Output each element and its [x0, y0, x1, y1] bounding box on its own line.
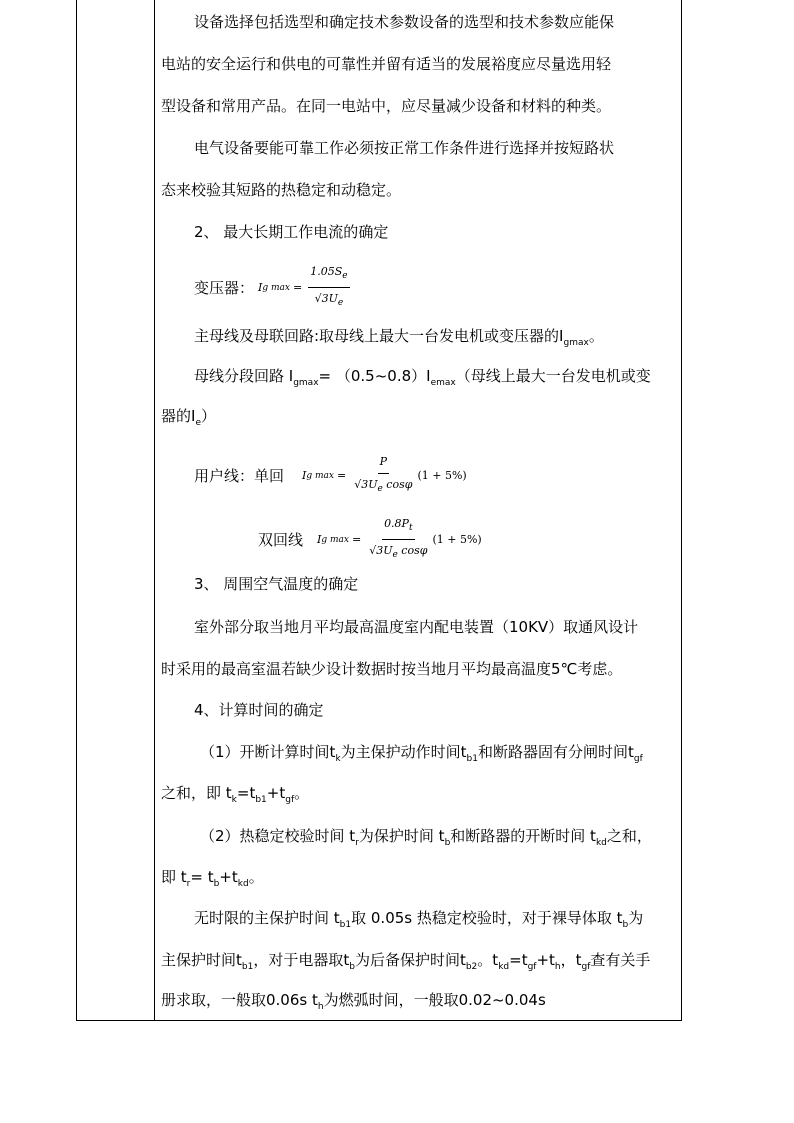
fraction-denominator: √3U	[369, 544, 393, 558]
text-run: 册求取，一般取0.06s t	[161, 991, 318, 1009]
paragraph-line	[161, 990, 546, 1017]
text-run: （母线上最大一台发电机或变	[455, 367, 651, 385]
formula-equals: =	[336, 468, 347, 482]
subscript: b	[622, 920, 629, 930]
paragraph-line	[161, 950, 650, 977]
text-run: 。	[294, 784, 310, 802]
subscript: h	[317, 1002, 324, 1012]
fraction-numerator: 1.05S	[310, 265, 343, 278]
formula-label: 变压器：	[194, 278, 255, 297]
formula-subscript: e	[342, 271, 348, 282]
paragraph-line	[194, 326, 604, 353]
text-run: 。	[248, 868, 264, 886]
formula-equals: =	[351, 532, 362, 546]
subscript: r	[186, 879, 191, 889]
formula-factor: (1 + 5%)	[417, 468, 467, 482]
text-run: 为后备保护时间t	[354, 951, 466, 969]
text-run: 主母线及母联回路:取母线上最大一台发电机或变压器的I	[194, 327, 564, 345]
fraction-denominator: cosφ	[397, 544, 428, 558]
paragraph-line: 电站的安全运行和供电的可靠性并留有适当的发展裕度应尽量选用轻	[161, 55, 612, 73]
formula-symbol: I	[258, 280, 263, 294]
paragraph-line	[194, 908, 643, 935]
subscript: gf	[527, 962, 537, 972]
subscript: e	[195, 418, 201, 428]
subscript: kd	[237, 879, 249, 889]
paragraph-line: 电气设备要能可靠工作必须按正常工作条件进行选择并按短路状	[194, 139, 615, 157]
text-run: 器的I	[161, 407, 196, 425]
section-heading: 4、计算时间的确定	[194, 701, 324, 719]
subscript: emax	[430, 378, 456, 388]
subscript: b1	[339, 920, 352, 930]
subscript: kd	[498, 962, 510, 972]
paragraph-line	[161, 783, 309, 810]
text-run: 。t	[477, 951, 499, 969]
subscript: gf	[285, 795, 295, 805]
text-run: 查有关手	[590, 951, 651, 969]
paragraph-line	[161, 406, 216, 433]
single-circuit-formula	[302, 452, 467, 499]
formula-subscript: e	[377, 484, 383, 495]
text-run: 之和，	[606, 827, 652, 845]
paragraph-line: 态来校验其短路的热稳定和动稳定。	[161, 181, 402, 199]
text-run: ）	[200, 407, 216, 425]
paragraph-line: 型设备和常用产品。在同一电站中，应尽量减少设备和材料的种类。	[161, 97, 612, 115]
formula-factor: (1 + 5%)	[432, 532, 482, 546]
text-run: （2）热稳定校验时间 t	[200, 827, 356, 845]
formula-subscript: g max	[262, 282, 290, 293]
formula-subscript: e	[392, 550, 398, 561]
user-line-formula-line	[194, 452, 467, 499]
subscript: h	[554, 962, 561, 972]
section-heading: 2、 最大长期工作电流的确定	[194, 223, 389, 241]
subscript: gf	[581, 962, 591, 972]
subscript: gmax	[293, 378, 319, 388]
text-run: 取 0.05s 热稳定校验时，对于裸导体取 t	[351, 909, 623, 927]
text-run: =t	[236, 784, 256, 802]
text-run: 无时限的主保护时间 t	[194, 909, 340, 927]
formula-label: 双回线	[258, 530, 304, 549]
subscript: r	[355, 838, 359, 848]
text-run: = （0.5~0.8）I	[318, 367, 431, 385]
subscript: b1	[466, 754, 478, 764]
text-run: 为保护时间 t	[358, 827, 445, 845]
text-run: +t	[266, 784, 286, 802]
double-circuit-formula	[317, 514, 482, 565]
formula-symbol: I	[302, 468, 307, 482]
text-run: 为主保护动作时间t	[340, 743, 467, 761]
paragraph-line	[161, 867, 264, 894]
transformer-formula	[258, 262, 353, 313]
subscript: b1	[241, 962, 254, 972]
text-run: +t	[219, 868, 238, 886]
subscript: kd	[595, 838, 607, 848]
text-run: = t	[190, 868, 214, 886]
formula-equals: =	[292, 280, 303, 294]
paragraph-line	[200, 742, 643, 769]
fraction-numerator: P	[378, 452, 389, 474]
subscript: gmax	[563, 338, 589, 348]
subscript: gf	[633, 754, 643, 764]
text-run: ，对于电器取t	[253, 951, 350, 969]
text-run: +t	[536, 951, 555, 969]
section-heading: 3、 周围空气温度的确定	[194, 575, 359, 593]
formula-label: 用户线：单回	[194, 466, 285, 485]
text-run: 之和，即 t	[161, 784, 232, 802]
formula-fraction	[308, 262, 349, 313]
text-run: =t	[509, 951, 528, 969]
subscript: b	[349, 962, 355, 972]
text-run: 为	[628, 909, 644, 927]
fraction-denominator: cosφ	[382, 478, 413, 491]
double-line-formula-line	[258, 514, 482, 565]
text-run: 为燃弧时间，一般取0.02~0.04s	[323, 991, 546, 1009]
formula-subscript: g max	[306, 470, 334, 481]
subscript: k	[335, 754, 341, 764]
text-run: 主保护时间t	[161, 951, 242, 969]
formula-symbol: I	[317, 532, 322, 546]
fraction-numerator: 0.8P	[384, 517, 409, 530]
text-run: 和断路器固有分闸时间t	[478, 743, 634, 761]
formula-subscript: e	[337, 298, 344, 309]
subscript: b	[444, 838, 451, 848]
table-column-divider	[154, 0, 155, 1021]
subscript: b	[213, 879, 220, 889]
table-content-cell	[160, 0, 680, 1020]
text-run: 即 t	[161, 868, 187, 886]
formula-subscript: g max	[321, 534, 349, 545]
paragraph-line	[200, 826, 652, 853]
formula-fraction	[367, 514, 429, 565]
text-run: 。	[588, 327, 604, 345]
formula-fraction	[352, 452, 414, 499]
text-run: ，t	[560, 951, 582, 969]
paragraph-line: 室外部分取当地月平均最高温度室内配电装置（10KV）取通风设计	[194, 618, 639, 636]
text-run: 母线分段回路 I	[194, 367, 294, 385]
text-run: 和断路器的开断时间 t	[450, 827, 596, 845]
subscript: b1	[255, 795, 267, 805]
transformer-formula-line	[194, 262, 353, 313]
subscript: b2	[465, 962, 478, 972]
fraction-denominator: √3U	[354, 478, 378, 491]
subscript: k	[231, 795, 237, 805]
formula-subscript: t	[408, 523, 413, 534]
paragraph-line: 时采用的最高室温若缺少设计数据时按当地月平均最高温度5℃考虑。	[161, 660, 623, 678]
fraction-denominator: √3U	[314, 292, 338, 306]
text-run: （1）开断计算时间t	[200, 743, 336, 761]
paragraph-line	[194, 366, 651, 393]
paragraph-line: 设备选择包括选型和确定技术参数设备的选型和技术参数应能保	[194, 13, 615, 31]
